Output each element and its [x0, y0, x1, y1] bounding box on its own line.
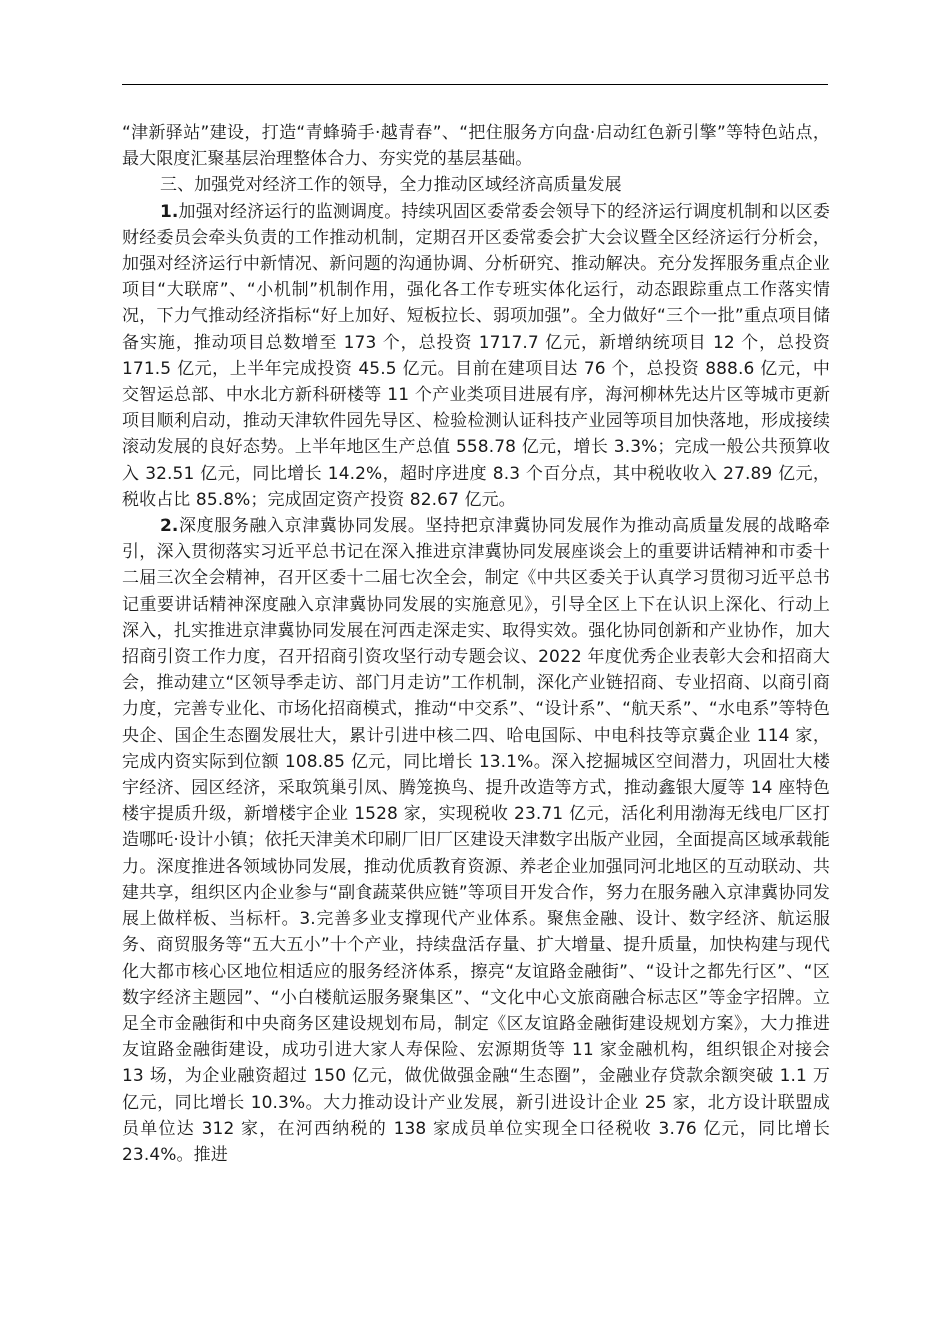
item-text-1: 加强对经济运行的监测调度。持续巩固区委常委会领导下的经济运行调度机制和以区委财经委员会牵头负责的工作推动机制，定期召开区委常委会扩大会议暨全区经济运行分析会，加强对经济运行中新情况、新问题的沟通协调、分析研究、推动解决。充分发挥服务重点企业项目“大联席”、“小机制”机制作用，强化各工作专班实体化运行，动态跟踪重点工作落实情况，下力气推动经济指标“好上加好、短板拉长、弱项加强”。全力做好“三个一批”重点项目储备实施，推动项目总数增至 173 个，总投资 1717.7 亿元，新增纳统项目 12 个，总投资 171.5 亿元，上半年完成投资 45.5 亿元。目前在建项目达 76 个，总投资 888.6 亿元，中交智运总部、中水北方新科研楼等 11 个产业类项目进展有序，海河柳林先达片区等城市更新项目顺利启动，推动天津软件园先导区、检验检测认证科技产业园等项目加快落地，形成接续滚动发展的良好态势。上半年地区生产总值 558.78 亿元，增长 3.3%；完成一般公共预算收入 32.51 亿元，同比增长 14.2%，超时序进度 8.3 个百分点，其中税收收入 27.89 亿元，税收占比 85.8%；完成固定资产投资 82.67 亿元。 — [122, 201, 830, 510]
document-body — [122, 120, 830, 1168]
header-rule — [122, 84, 828, 85]
item-text-2: 深度服务融入京津冀协同发展。坚持把京津冀协同发展作为推动高质量发展的战略牵引，深入贯彻落实习近平总书记在深入推进京津冀协同发展座谈会上的重要讲话精神和市委十二届三次全会精神，召开区委十二届七次全会，制定《中共区委关于认真学习贯彻习近平总书记重要讲话精神深度融入京津冀协同发展的实施意见》，引导全区上下在认识上深化、行动上深入，扎实推进京津冀协同发展在河西走深走实、取得实效。强化协同创新和产业协作，加大招商引资工作力度，召开招商引资攻坚行动专题会议、2022 年度优秀企业表彰大会和招商大会，推动建立“区领导季走访、部门月走访”工作机制，深化产业链招商、专业招商、以商引商力度，完善专业化、市场化招商模式，推动“中交系”、“设计系”、“航天系”、“水电系”等特色央企、国企生态圈发展壮大，累计引进中核二四、哈电国际、中电科技等京冀企业 114 家，完成内资实际到位额 108.85 亿元，同比增长 13.1%。深入挖掘城区空间潜力，巩固壮大楼宇经济、园区经济，采取筑巢引凤、腾笼换鸟、提升改造等方式，推动鑫银大厦等 14 座特色楼宇提质升级，新增楼宇企业 1528 家，实现税收 23.71 亿元，活化利用渤海无线电厂区打造哪吒·设计小镇；依托天津美术印刷厂旧厂区建设天津数字出版产业园，全面提高区域承载能力。深度推进各领域协同发展，推动优质教育资源、养老企业加强同河北地区的互动联动、共建共享，组织区内企业参与“副食蔬菜供应链”等项目开发合作，努力在服务融入京津冀协同发展上做样板、当标杆。3.完善多业支撑现代产业体系。聚焦金融、设计、数字经济、航运服务、商贸服务等“五大五小”十个产业，持续盘活存量、扩大增量、提升质量，加快构建与现代化大都市核心区地位相适应的服务经济体系，擦亮“友谊路金融街”、“设计之都先行区”、“区数字经济主题园”、“小白楼航运服务聚集区”、“文化中心文旅商融合标志区”等金字招牌。立足全市金融街和中央商务区建设规划布局，制定《区友谊路金融街建设规划方案》，大力推进友谊路金融街建设，成功引进大家人寿保险、宏源期货等 11 家金融机构，组织银企对接会 13 场，为企业融资超过 150 亿元，做优做强金融“生态圈”，金融业存贷款余额突破 1.1 万亿元，同比增长 10.3%。大力推动设计产业发展，新引进设计企业 25 家，北方设计联盟成员单位达 312 家，在河西纳税的 138 家成员单位实现全口径税收 3.76 亿元，同比增长 23.4%。推进 — [122, 516, 830, 1165]
section-heading: 三、加强党对经济工作的领导，全力推动区域经济高质量发展 — [160, 175, 622, 196]
continuation-paragraph: “津新驿站”建设，打造“青蜂骑手·越青春”、“把住服务方向盘·启动红色新引擎”等特色站点，最大限度汇聚基层治理整体合力、夯实党的基层基础。 — [122, 123, 830, 170]
item-paragraph-2 — [122, 513, 830, 1168]
item-paragraph-1 — [122, 199, 830, 513]
item-number-1: 1. — [160, 201, 179, 222]
item-number-2: 2. — [160, 516, 179, 537]
